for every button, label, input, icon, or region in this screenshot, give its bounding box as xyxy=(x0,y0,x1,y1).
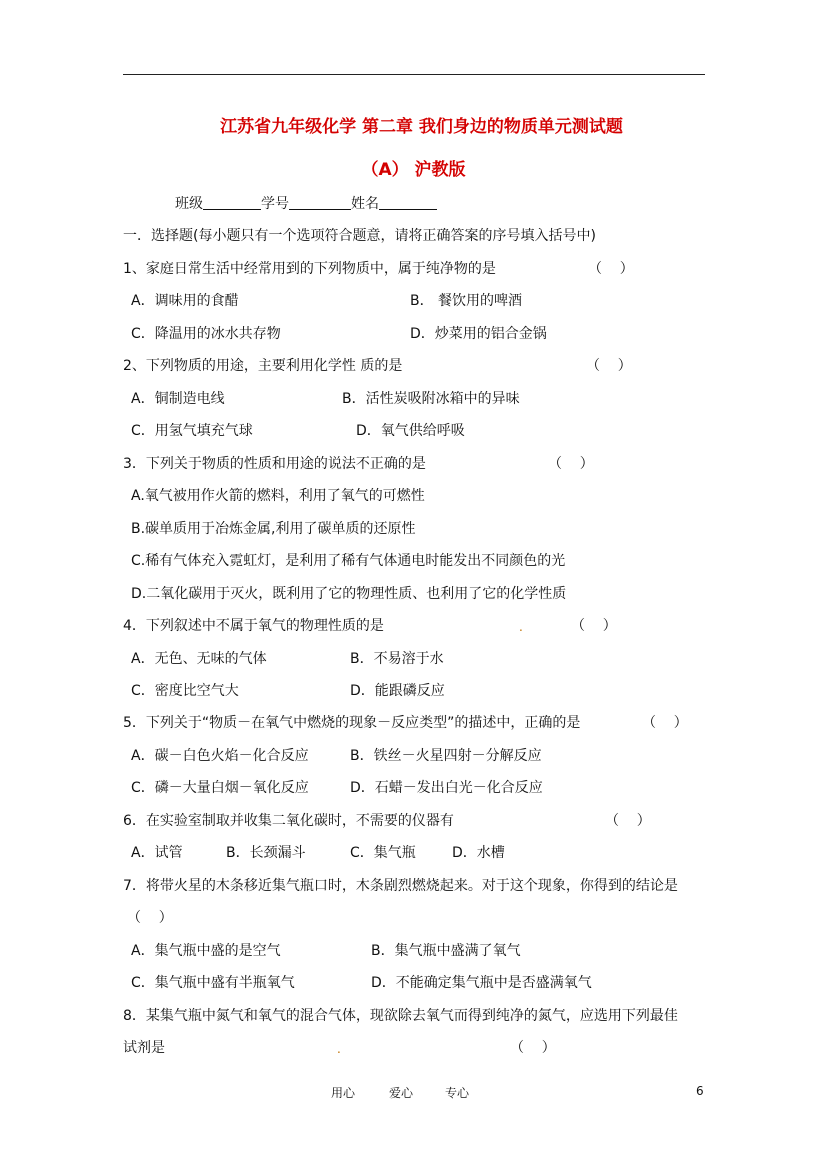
option: C．集气瓶中盛有半瓶氧气 xyxy=(131,975,295,991)
question-stem: 3．下列关于物质的性质和用途的说法不正确的是 xyxy=(123,456,426,472)
answer-paren: （ ） xyxy=(605,813,651,829)
answer-paren: （ ） xyxy=(127,910,173,926)
option: C．集气瓶 xyxy=(350,845,416,861)
stray-mark: . xyxy=(337,1042,341,1056)
question-stem: 5．下列关于“物质－在氧气中燃烧的现象－反应类型”的描述中，正确的是 xyxy=(123,715,581,731)
question-stem: 2、下列物质的用途，主要利用化学性 质的是 xyxy=(123,358,403,374)
question-stem-continued: 试剂是 xyxy=(123,1040,165,1056)
section-heading: 一．选择题(每小题只有一个选项符合题意，请将正确答案的序号填入括号中) xyxy=(123,228,596,244)
option: B．活性炭吸附冰箱中的异味 xyxy=(342,391,520,407)
option: C．降温用的冰水共存物 xyxy=(131,326,281,342)
option: D．水槽 xyxy=(452,845,505,861)
option: B.碳单质用于冶炼金属,利用了碳单质的还原性 xyxy=(131,521,416,537)
option: A．碳－白色火焰－化合反应 xyxy=(131,748,309,764)
answer-paren: （ ） xyxy=(548,456,594,472)
option: D．氧气供给呼吸 xyxy=(356,423,465,439)
option: A．调味用的食醋 xyxy=(131,293,239,309)
page-title: 江苏省九年级化学 第二章 我们身边的物质单元测试题 xyxy=(220,117,623,137)
option: B．长颈漏斗 xyxy=(226,845,306,861)
question-stem: 4．下列叙述中不属于氧气的物理性质的是 xyxy=(123,618,384,634)
page-number: 6 xyxy=(696,1084,704,1098)
option: D．不能确定集气瓶中是否盛满氧气 xyxy=(371,975,592,991)
option: B．集气瓶中盛满了氧气 xyxy=(371,943,521,959)
answer-paren: （ ） xyxy=(642,715,688,731)
option: C．磷－大量白烟－氧化反应 xyxy=(131,780,309,796)
name-blank xyxy=(379,195,437,210)
option: D.二氧化碳用于灭火，既利用了它的物理性质、也利用了它的化学性质 xyxy=(131,586,567,602)
option: B．不易溶于水 xyxy=(350,651,444,667)
option: A．试管 xyxy=(131,845,183,861)
name-label: 姓名 xyxy=(351,196,379,212)
stray-mark: . xyxy=(519,620,523,634)
option: A．铜制造电线 xyxy=(131,391,225,407)
option: C．密度比空气大 xyxy=(131,683,239,699)
answer-paren: （ ） xyxy=(586,358,632,374)
option: B．铁丝－火星四射－分解反应 xyxy=(350,748,542,764)
question-stem: 8．某集气瓶中氮气和氧气的混合气体，现欲除去氧气而得到纯净的氮气，应选用下列最佳 xyxy=(123,1008,678,1024)
question-stem: 7．将带火星的木条移近集气瓶口时，木条剧烈燃烧起来。对于这个现象，你得到的结论是 xyxy=(123,878,678,894)
option: A.氧气被用作火箭的燃料，利用了氧气的可燃性 xyxy=(131,488,425,504)
footer-motto-1: 用心 xyxy=(331,1086,356,1100)
number-label: 学号 xyxy=(261,196,289,212)
option: C.稀有气体充入霓虹灯，是利用了稀有气体通电时能发出不同颜色的光 xyxy=(131,553,566,569)
answer-paren: （ ） xyxy=(571,618,617,634)
question-stem: 1、家庭日常生活中经常用到的下列物质中，属于纯净物的是 xyxy=(123,261,496,277)
option: B． 餐饮用的啤酒 xyxy=(410,293,523,309)
number-blank xyxy=(289,195,351,210)
option: D．石蜡－发出白光－化合反应 xyxy=(350,780,543,796)
student-info xyxy=(175,194,437,214)
question-stem: 6．在实验室制取并收集二氧化碳时，不需要的仪器有 xyxy=(123,813,454,829)
answer-paren: （ ） xyxy=(510,1040,556,1056)
answer-paren: （ ） xyxy=(588,261,634,277)
option: A．集气瓶中盛的是空气 xyxy=(131,943,281,959)
option: A．无色、无味的气体 xyxy=(131,651,267,667)
footer-motto-2: 爱心 xyxy=(389,1086,414,1100)
footer-motto-3: 专心 xyxy=(445,1086,470,1100)
option: D．能跟磷反应 xyxy=(350,683,445,699)
class-label: 班级 xyxy=(175,196,203,212)
option: C．用氢气填充气球 xyxy=(131,423,253,439)
header-rule xyxy=(123,74,705,75)
class-blank xyxy=(203,195,261,210)
page-subtitle: （A） 沪教版 xyxy=(361,160,466,180)
option: D．炒菜用的铝合金锅 xyxy=(410,326,547,342)
